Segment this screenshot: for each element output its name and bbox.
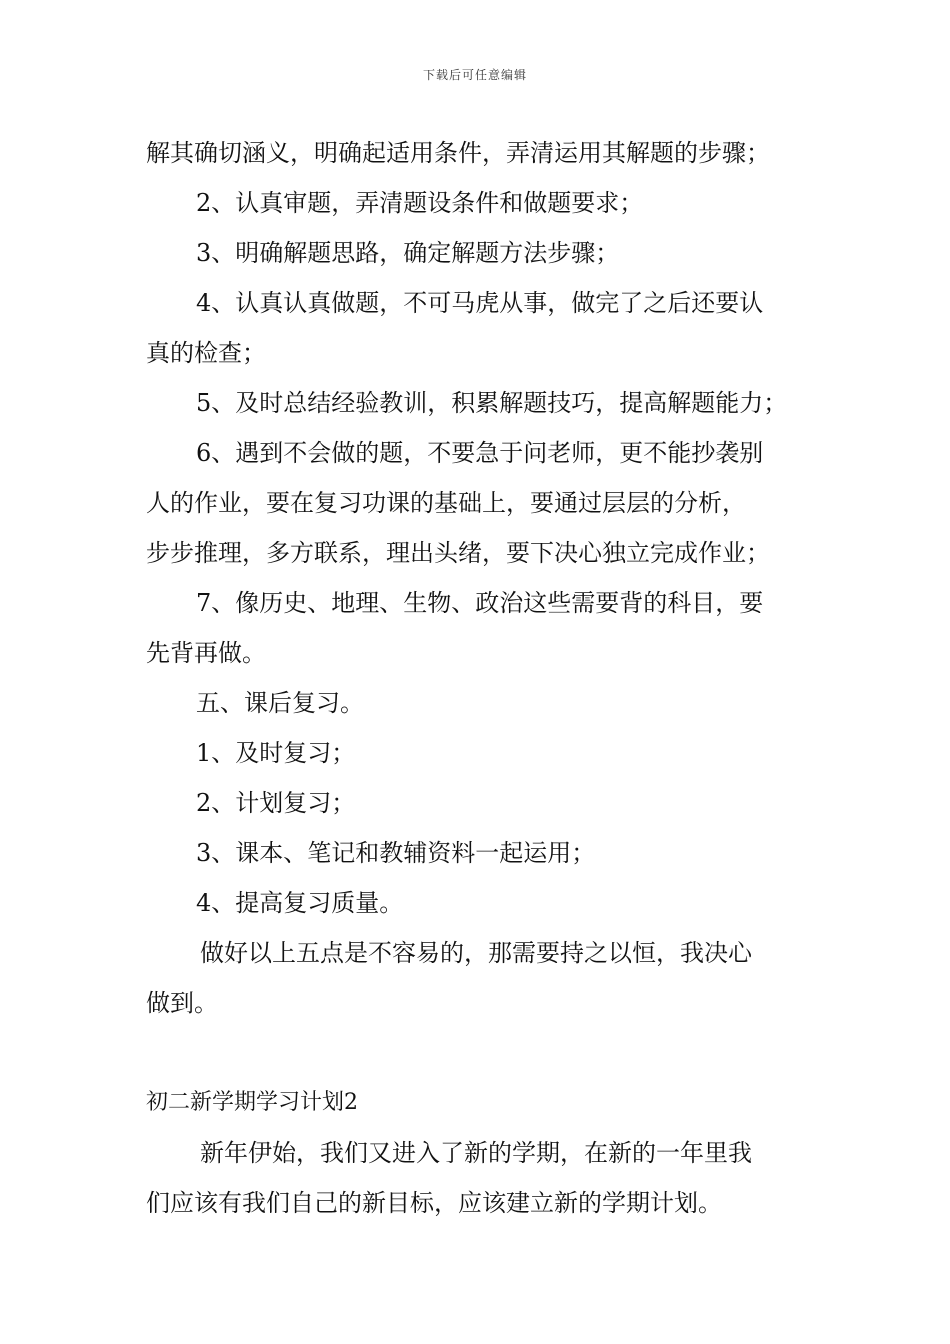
text-line: 先背再做。 <box>146 639 266 667</box>
text-line: 3、明确解题思路，确定解题方法步骤； <box>196 239 620 267</box>
text-line: 解其确切涵义，明确起适用条件，弄清运用其解题的步骤； <box>146 139 770 167</box>
document-body <box>146 128 810 1228</box>
text-line: 新年伊始，我们又进入了新的学期，在新的一年里我 <box>200 1139 752 1167</box>
text-line: 2、认真审题，弄清题设条件和做题要求； <box>196 189 644 217</box>
text-line: 1、及时复习； <box>196 739 356 767</box>
header-note: 下载后可任意编辑 <box>422 68 527 82</box>
text-line: 3、课本、笔记和教辅资料一起运用； <box>196 839 596 867</box>
text-line: 5、及时总结经验教训，积累解题技巧，提高解题能力； <box>196 389 788 417</box>
text-line: 2、计划复习； <box>196 789 356 817</box>
paragraph-gap <box>146 1028 810 1078</box>
text-line: 五、课后复习。 <box>196 689 364 717</box>
text-line: 4、提高复习质量。 <box>196 889 404 917</box>
text-line: 7、像历史、地理、生物、政治这些需要背的科目，要 <box>196 589 764 617</box>
text-line: 真的检查； <box>146 339 266 367</box>
text-line: 做好以上五点是不容易的，那需要持之以恒，我决心 <box>200 939 752 967</box>
text-line: 们应该有我们自己的新目标，应该建立新的学期计划。 <box>146 1189 722 1217</box>
text-line: 6、遇到不会做的题，不要急于问老师，更不能抄袭别 <box>196 439 764 467</box>
section-title: 初二新学期学习计划2 <box>146 1090 358 1115</box>
text-line: 4、认真认真做题，不可马虎从事，做完了之后还要认 <box>196 289 764 317</box>
text-line: 做到。 <box>146 989 218 1017</box>
text-line: 人的作业，要在复习功课的基础上，要通过层层的分析， <box>146 489 746 517</box>
text-line: 步步推理，多方联系，理出头绪，要下决心独立完成作业； <box>146 539 770 567</box>
